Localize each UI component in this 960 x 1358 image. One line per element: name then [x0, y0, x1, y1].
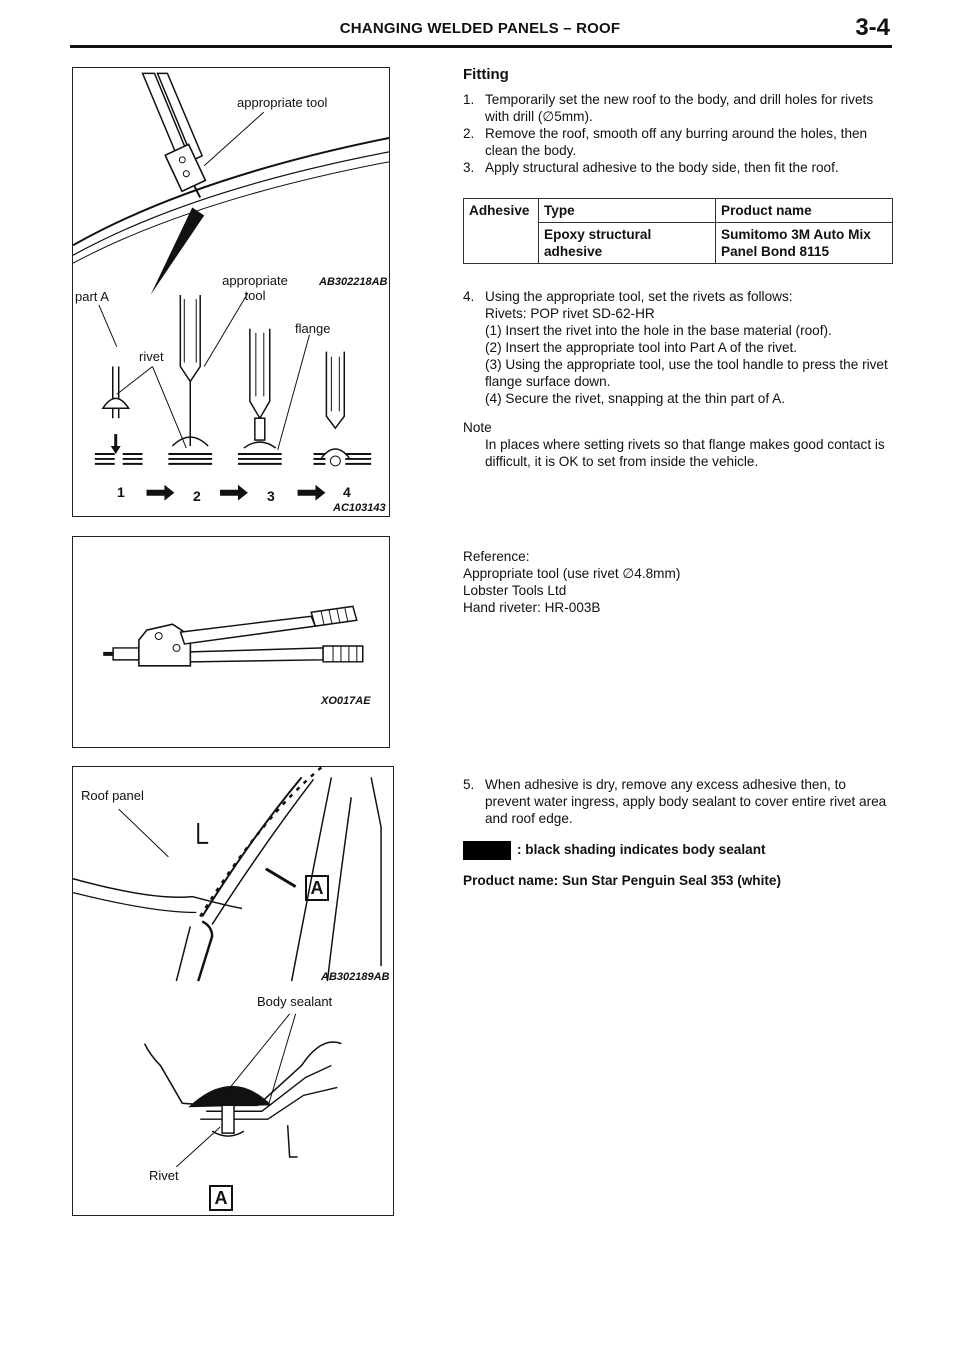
header-rule	[70, 45, 892, 48]
figure-body-sealant	[72, 766, 394, 1216]
page-number: 3-4	[855, 14, 890, 41]
step-3: 3. Apply structural adhesive to the body side, then fit the roof.	[463, 160, 839, 175]
figure-code: AB302218AB	[319, 276, 388, 288]
table-header-product: Product name	[716, 199, 893, 223]
step-5: 5. When adhesive is dry, remove any excess adhesive then, to prevent water ingress, apply body sealant to cover entire rivet area and roof edge.	[463, 777, 887, 826]
reference-line: Lobster Tools Ltd	[463, 583, 567, 598]
label-flange: flange	[295, 321, 331, 336]
table-header-type: Type	[539, 199, 716, 223]
label-appropriate-tool-top: appropriate tool	[237, 95, 328, 110]
step-4-line: (4) Secure the rivet, snapping at the thin part of A.	[485, 391, 785, 406]
reference-line: Reference:	[463, 549, 530, 564]
reference-line: Appropriate tool (use rivet ∅4.8mm)	[463, 566, 681, 581]
figure-code: AB302189AB	[321, 971, 390, 983]
legend-text: : black shading indicates body sealant	[517, 842, 766, 858]
label-body-sealant: Body sealant	[257, 994, 333, 1009]
section-heading-fitting: Fitting	[463, 66, 509, 83]
label-rivet: Rivet	[149, 1168, 179, 1183]
fitting-steps	[463, 91, 893, 176]
step-4-line: (3) Using the appropriate tool, use the tool handle to press the rivet flange surface down.	[485, 357, 888, 389]
step-4-block	[463, 288, 893, 470]
step-2: 2. Remove the roof, smooth off any burring around the holes, then clean the body.	[463, 126, 868, 158]
step-4-line: (1) Insert the rivet into the hole in the base material (roof).	[485, 323, 832, 338]
hand-riveter-illustration	[73, 537, 389, 747]
step-label-1: 1	[117, 484, 125, 500]
callout-box-a-top: A	[305, 875, 329, 901]
figure-code-bottom: AC103143	[333, 502, 386, 514]
adhesive-table	[463, 198, 893, 264]
table-cell-type: Epoxy structural adhesive	[539, 223, 716, 264]
sealant-legend	[463, 841, 893, 860]
table-cell-product: Sumitomo 3M Auto Mix Panel Bond 8115	[716, 223, 893, 264]
step-4-line: Rivets: POP rivet SD-62-HR	[485, 306, 655, 321]
reference-block	[463, 548, 893, 616]
step-1: 1. Temporarily set the new roof to the body, and drill holes for rivets with drill (∅5mm).	[463, 92, 874, 124]
reference-line: Hand riveter: HR-003B	[463, 600, 601, 615]
label-roof-panel: Roof panel	[81, 788, 144, 803]
step-5-block	[463, 776, 893, 889]
body-sealant-illustration	[73, 767, 393, 1215]
label-rivet: rivet	[139, 349, 164, 364]
step-label-4: 4	[343, 484, 351, 500]
figure-rivet-setting	[72, 67, 390, 517]
product-name: Product name: Sun Star Penguin Seal 353 (white)	[463, 873, 782, 888]
note-text: In places where setting rivets so that flange makes good contact is difficult, it is OK to set from inside the vehicle.	[485, 437, 885, 469]
figure-code: XO017AE	[321, 695, 371, 707]
label-appropriate-tool-mid: appropriate tool	[222, 273, 288, 303]
label-part-a: part A	[75, 289, 109, 304]
step-label-3: 3	[267, 488, 275, 504]
table-header-adhesive: Adhesive	[464, 199, 539, 264]
step-4-line: (2) Insert the appropriate tool into Part A of the rivet.	[485, 340, 798, 355]
black-shading-swatch	[463, 841, 511, 860]
step-4: 4. Using the appropriate tool, set the rivets as follows:	[463, 289, 793, 304]
step-label-2: 2	[193, 488, 201, 504]
adhesive-table-wrap	[463, 198, 893, 264]
note-title: Note	[463, 420, 492, 435]
callout-box-a-bottom: A	[209, 1185, 233, 1211]
fitting-section	[463, 66, 893, 176]
page-title: CHANGING WELDED PANELS – ROOF	[339, 20, 621, 37]
figure-hand-riveter	[72, 536, 390, 748]
